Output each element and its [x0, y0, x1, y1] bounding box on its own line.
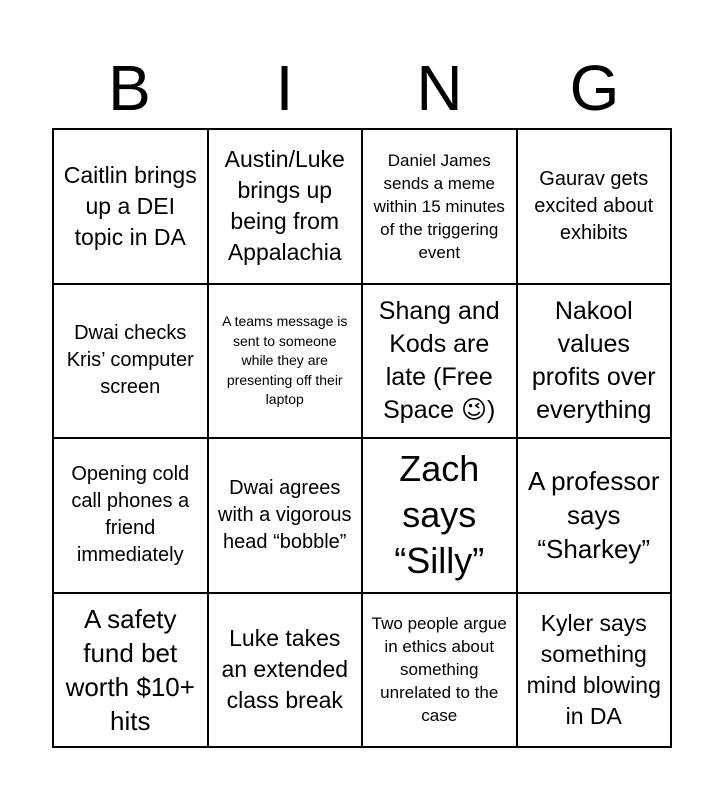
bingo-cell[interactable] [518, 285, 673, 440]
cell-text: Kyler says something mind blowing in DA [526, 609, 661, 729]
bingo-cell[interactable] [363, 439, 518, 594]
bingo-cell[interactable] [54, 130, 209, 285]
bingo-header [52, 48, 672, 128]
bingo-cell[interactable] [54, 594, 209, 749]
bingo-cell[interactable] [518, 594, 673, 749]
cell-text: Dwai agrees with a vigorous head “bobble” [218, 476, 352, 553]
cell-text: Shang and Kods are late (Free Space 😉) [378, 296, 500, 424]
bingo-cell[interactable] [518, 130, 673, 285]
bingo-cell[interactable] [363, 130, 518, 285]
bingo-cell[interactable] [518, 439, 673, 594]
cell-text: Gaurav gets excited about exhibits [534, 167, 654, 244]
cell-text: Austin/Luke brings up being from Appalachia [224, 146, 345, 266]
bingo-board [52, 128, 672, 748]
cell-text: Daniel James sends a meme within 15 minutes of the triggering event [373, 150, 505, 262]
cell-text: Nakool values profits over everything [531, 296, 656, 424]
cell-text: Zach says “Silly” [394, 448, 485, 582]
cell-text: A professor says “Sharkey” [527, 466, 660, 565]
bingo-cell[interactable] [363, 594, 518, 749]
bingo-cell free-space[interactable] [363, 285, 518, 440]
cell-text: Caitlin brings up a DEI topic in DA [63, 161, 197, 250]
cell-text: Dwai checks Kris’ computer screen [66, 322, 194, 399]
bingo-cell[interactable] [54, 285, 209, 440]
header-letter-i: I [275, 52, 294, 124]
cell-text: Opening cold call phones a friend immediately [71, 463, 190, 567]
bingo-cell[interactable] [209, 130, 364, 285]
cell-text: Luke takes an extended class break [221, 625, 349, 714]
bingo-cell[interactable] [54, 439, 209, 594]
cell-text: Two people argue in ethics about something unrelated to the case [371, 614, 507, 726]
bingo-cell[interactable] [209, 285, 364, 440]
cell-text: A safety fund bet worth $10+ hits [65, 603, 195, 736]
header-letter-g: G [569, 52, 620, 124]
header-letter-n: N [416, 52, 463, 124]
header-letter-b: B [108, 52, 151, 124]
cell-text: A teams message is sent to someone while they are presenting off their laptop [222, 313, 348, 407]
bingo-cell[interactable] [209, 594, 364, 749]
bingo-cell[interactable] [209, 439, 364, 594]
